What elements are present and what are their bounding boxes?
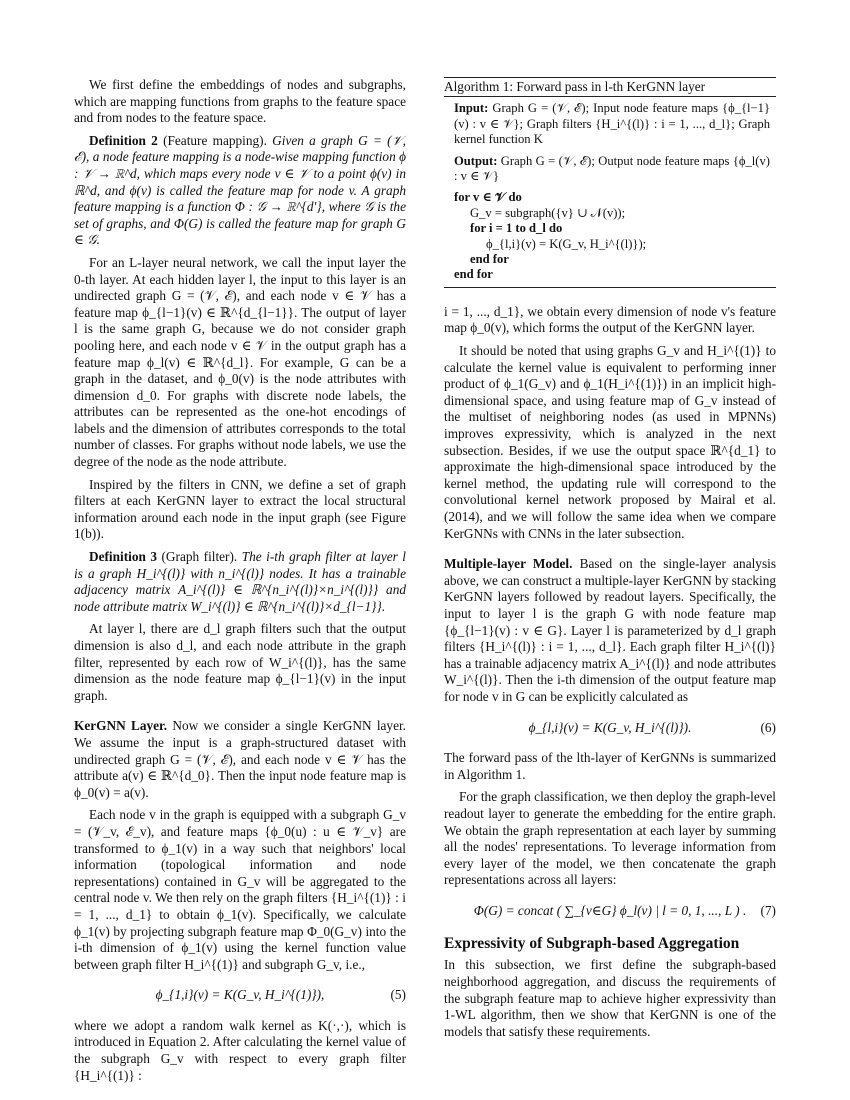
filters-paragraph: Inspired by the filters in CNN, we define a set of graph filters at each KerGNN layer to extract the local structural information around each node in the input graph (see Figure 1(b)). xyxy=(74,476,406,542)
kergnn-layer-label: KerGNN Layer. xyxy=(74,718,168,734)
equation-5 xyxy=(74,987,406,1004)
forward-pass-paragraph: The forward pass of the lth-layer of KerGNNs is summarized in Algorithm 1. xyxy=(444,750,776,782)
intro-paragraph: We first define the embeddings of nodes and subgraphs, which are mapping functions from graphs to the feature space and from nodes to the feature space. xyxy=(74,77,406,126)
multiple-layer-label: Multiple-layer Model. xyxy=(444,556,573,572)
definition-2-name: (Feature mapping). xyxy=(163,132,267,148)
algorithm-line-2: G_v = subgraph({v} ∪ 𝒩(v)); xyxy=(470,205,626,220)
algorithm-line-5: end for xyxy=(470,252,509,267)
algorithm-output xyxy=(454,154,770,185)
equation-5-number: (5) xyxy=(390,987,406,1003)
equation-5-body: ϕ_{1,i}(v) = K(G_v, H_i^{(1)}), xyxy=(155,987,325,1003)
equation-7 xyxy=(444,903,776,920)
algorithm-input-label: Input: xyxy=(454,101,489,116)
definition-2-text: Given a graph G = (𝒱, ℰ), a node feature mapping is a node-wise mapping function ϕ : 𝒱 → ℝ^d, which maps every node v ∈ 𝒱 to a point ϕ(v) in ℝ^d, and ϕ(v) is called the feature map for node v. A graph feature mapping is a function Φ : 𝒢 → ℝ^{d′}, where 𝒢 is the set of graphs, and Φ(G) is called the feature map for graph G ∈ 𝒢. xyxy=(74,132,407,248)
section-heading: Expressivity of Subgraph-based Aggregation xyxy=(444,935,740,953)
algorithm-box xyxy=(444,77,776,288)
multiple-layer-text: Based on the single-layer analysis above, we can construct a multiple-layer KerGNN by stacking KerGNN layers followed by readout layers. Specifically, the input to layer l is the graph G with node feature map {ϕ_{l−1}(v) : v ∈ G}. Layer l is parameterized by d_l graph filters {H_i^{(l)} : i = 1, ..., d_l}. Each graph filter H_i^{(l)} has a trainable adjacency matrix A_i^{(l)} and node attributes W_i^{(l)}. Then the i-th dimension of the output feature map for node v in G can be explicitly calculated as xyxy=(444,556,776,704)
algorithm-input-text: Graph G = (𝒱, ℰ); Input node feature maps {ϕ_{l−1}(v) : v ∈ 𝒱}; Graph filters {H_i^{(l)} : i = 1, ..., d_l}; Graph kernel function K xyxy=(454,101,770,147)
algorithm-line-6: end for xyxy=(454,267,493,282)
layer-paragraph: For an L-layer neural network, we call the input layer the 0-th layer. At each hidden layer l, the input to this layer is an undirected graph G = (𝒱, ℰ), and each node v ∈ 𝒱 has a feature map ϕ_{l−1}(v) ∈ ℝ^{d_{l−1}}. The output of layer l is the same graph G, because we do not consider graph pooling here, and each node v ∈ 𝒱 in the output graph has a feature map ϕ_l(v) ∈ ℝ^{d_l}. For example, G can be a graph in the dataset, and ϕ_0(v) is the node attributes with dimension d_0. For graphs with discrete node labels, the attributes can be represented as the one-hot encodings of labels and the dimension of attributes corresponds to the total number of classes. For graphs without node labels, we use the degree of the node as the node attribute. xyxy=(74,254,406,470)
equivalence-paragraph: It should be noted that using graphs G_v and H_i^{(1)} to calculate the kernel value is equivalent to performing inner product of ϕ_1(G_v) and ϕ_1(H_i^{(1)}) in an implicit high-dimensional space, and using feature map of G_v instead of the multiset of neighboring nodes (as used in MPNNs) improves expressivity, which is analyzed in the next subsection. Besides, if we use the output space ℝ^{d_1} to approximate the high-dimensional space introduced by the kernel method, the updating rule will correspond to the convolutional kernel network proposed by Mairal et al. (2014), and we will follow the same idea when we compare KerGNNs with CNNs in the later subsection. xyxy=(444,343,776,541)
algorithm-line-4: ϕ_{l,i}(v) = K(G_v, H_i^{(l)}); xyxy=(486,236,647,251)
right-column xyxy=(444,77,776,1040)
filter-count-paragraph: At layer l, there are d_l graph filters such that the output dimension is also d_l, and each node attribute in the graph filter, represented by each row of W_i^{(l)}, has the same dimension as the node feature map ϕ_{l−1}(v) in the input graph. xyxy=(74,621,406,703)
equation-6 xyxy=(444,720,776,737)
kernel-paragraph: where we adopt a random walk kernel as K(·,·), which is introduced in Equation 2. After calculating the kernel value of the subgraph G_v with respect to every graph filter {H_i^{(1)} : xyxy=(74,1017,406,1083)
kergnn-layer-text: Now we consider a single KerGNN layer. We assume the input is a graph-structured dataset with undirected graph G = (𝒱, ℰ), and each node v ∈ 𝒱 has the attribute a(v) ∈ ℝ^{d_0}. Then the input node feature map is ϕ_0(v) = a(v). xyxy=(74,718,407,800)
algorithm-input xyxy=(454,101,770,147)
readout-paragraph: For the graph classification, we then deploy the graph-level readout layer to generate the embedding for the entire graph. We obtain the graph representation at each layer by summing all the nodes' representations. To leverage information from every layer of the model, we then concatenate the graph representations across all layers: xyxy=(444,789,776,888)
equation-6-number: (6) xyxy=(760,719,776,735)
definition-3-text: The i-th graph filter at layer l is a graph H_i^{(l)} with n_i^{(l)} nodes. It has a trainable adjacency matrix A_i^{(l)} ∈ ℝ^{n_i^{(l)}×n_i^{(l)}} and node attribute matrix W_i^{(l)} ∈ ℝ^{n_i^{(l)}×d_{l−1}}. xyxy=(74,549,406,614)
multiple-layer-paragraph xyxy=(444,556,776,705)
equation-6-body: ϕ_{l,i}(v) = K(G_v, H_i^{(l)}). xyxy=(528,719,692,735)
algorithm-line-3: for i = 1 to d_l do xyxy=(470,221,563,236)
definition-2 xyxy=(74,133,406,249)
algorithm-output-text: Graph G = (𝒱, ℰ); Output node feature maps {ϕ_l(v) : v ∈ 𝒱} xyxy=(454,153,770,184)
algorithm-line-1: for v ∈ 𝒱 do xyxy=(454,190,522,205)
subgraph-paragraph: Each node v in the graph is equipped with a subgraph G_v = (𝒱_v, ℰ_v), and feature maps {ϕ_0(u) : u ∈ 𝒱_v} are transformed to ϕ_1(v) in a way such that neighbors' local information (topological information and node representations) contained in G_v will be aggregated to the central node v. We then rely on the graph filters {H_i^{(1)} : i = 1, ..., d_1} to obtain ϕ_1(v). Specifically, we calculate ϕ_1(v) by projecting subgraph feature map Φ_0(G_v) into the i-th dimension of ϕ_1(v) using the kernel function value between graph filter H_i^{(1)} and subgraph G_v, i.e., xyxy=(74,807,406,972)
continuation-paragraph: i = 1, ..., d_1}, we obtain every dimension of node v's feature map ϕ_0(v), which forms the output of the KerGNN layer. xyxy=(444,303,776,336)
equation-7-body: Φ(G) = concat ( ∑_{v∈G} ϕ_l(v) | l = 0, 1, ..., L ) . xyxy=(473,902,747,918)
definition-3-label: Definition 3 xyxy=(89,549,158,565)
definition-3 xyxy=(74,549,406,615)
left-column xyxy=(74,77,406,1084)
expressivity-paragraph: In this subsection, we first define the subgraph-based neighborhood aggregation, and discuss the requirements of the subgraph feature map to achieve higher expressivity than 1-WL algorithm, then we show that KerGNN is one of the models that satisfy these requirements. xyxy=(444,957,776,1039)
definition-2-label: Definition 2 xyxy=(89,132,158,148)
definition-3-name: (Graph filter). xyxy=(161,549,238,565)
algorithm-output-label: Output: xyxy=(454,153,498,168)
algorithm-title: Algorithm 1: Forward pass in l-th KerGNN layer xyxy=(444,78,776,97)
kergnn-layer-paragraph xyxy=(74,718,406,801)
equation-7-number: (7) xyxy=(760,902,776,918)
